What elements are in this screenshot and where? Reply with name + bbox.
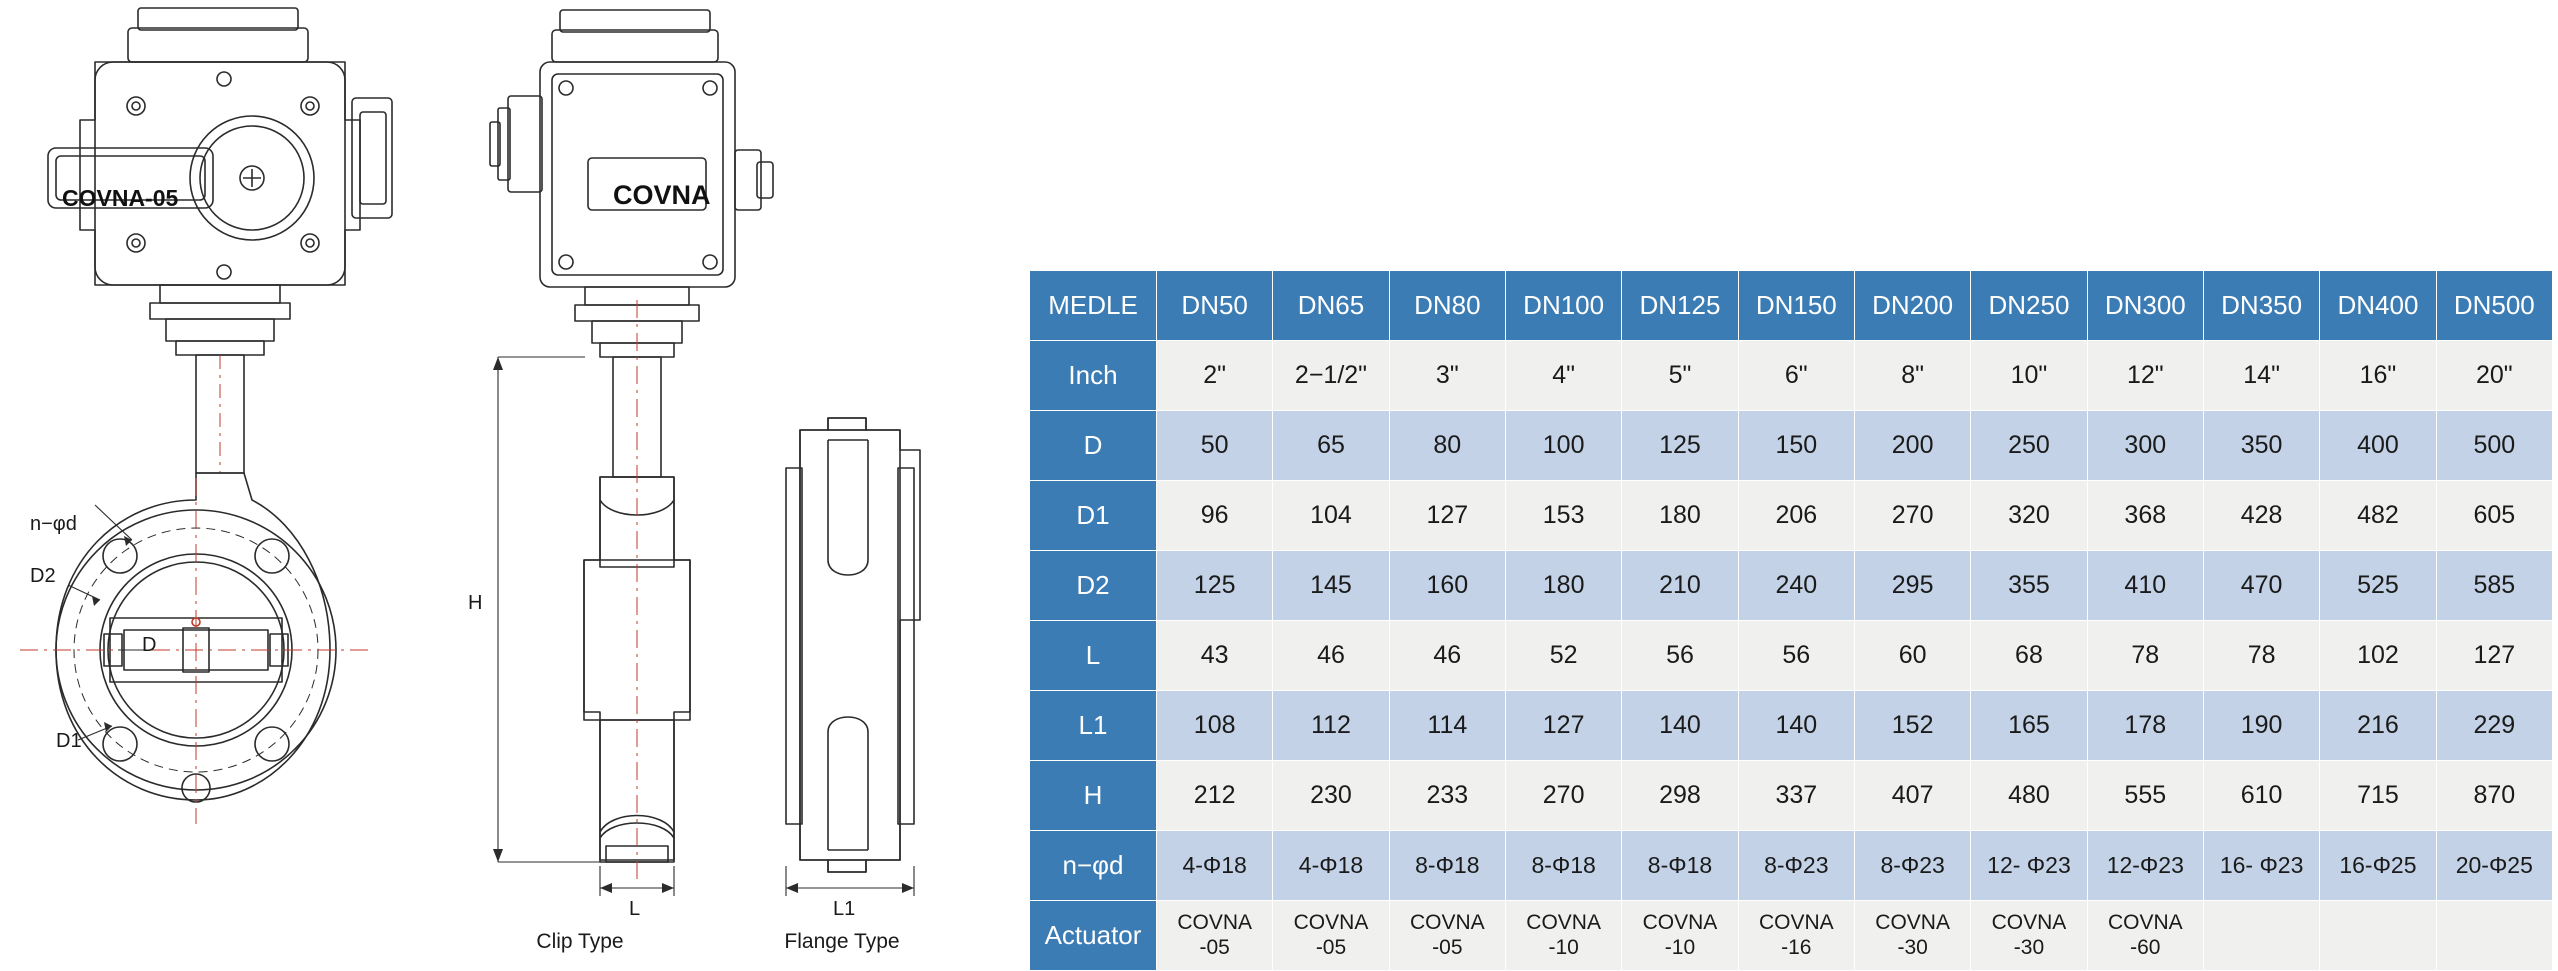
col-header-dn65: DN65 <box>1273 271 1389 341</box>
cell-l-4: 56 <box>1622 621 1738 691</box>
cell-l1-5: 140 <box>1738 691 1854 761</box>
cell-ndd-7: 12- Φ23 <box>1971 831 2087 901</box>
actuator-line-1: COVNA <box>1293 911 1369 935</box>
col-header-dn125: DN125 <box>1622 271 1738 341</box>
row-header-medle: MEDLE <box>1030 271 1157 341</box>
label-D1: D1 <box>56 730 82 752</box>
actuator-line-1: COVNA <box>2107 911 2183 935</box>
cell-l1-1: 112 <box>1273 691 1389 761</box>
actuator-line-1: COVNA <box>1409 911 1485 935</box>
cell-inch-0: 2" <box>1157 341 1273 411</box>
cell-l-11: 127 <box>2436 621 2552 691</box>
flange-type-view <box>786 418 920 872</box>
col-header-dn100: DN100 <box>1505 271 1621 341</box>
cell-d1-4: 180 <box>1622 481 1738 551</box>
table-row-actuator <box>1030 901 2553 971</box>
cell-actuator-3 <box>1505 901 1621 971</box>
cell-d2-2: 160 <box>1389 551 1505 621</box>
cell-h-10: 715 <box>2320 761 2436 831</box>
actuator-line-2: -60 <box>2130 935 2161 959</box>
cell-actuator-10 <box>2320 901 2436 971</box>
cell-actuator-6 <box>1854 901 1970 971</box>
cell-h-8: 555 <box>2087 761 2203 831</box>
label-L1: L1 <box>833 898 856 920</box>
cell-l1-2: 114 <box>1389 691 1505 761</box>
cell-inch-9: 14" <box>2203 341 2319 411</box>
cell-ndd-0: 4-Φ18 <box>1157 831 1273 901</box>
cell-d-2: 80 <box>1389 411 1505 481</box>
cell-d2-7: 355 <box>1971 551 2087 621</box>
cell-h-2: 233 <box>1389 761 1505 831</box>
cell-ndd-1: 4-Φ18 <box>1273 831 1389 901</box>
label-D: D <box>142 634 157 656</box>
table-row-n-phi-d <box>1030 831 2553 901</box>
cell-l-0: 43 <box>1157 621 1273 691</box>
cell-d-7: 250 <box>1971 411 2087 481</box>
cell-d1-11: 605 <box>2436 481 2552 551</box>
table-row-header <box>1030 271 2553 341</box>
cell-ndd-8: 12-Φ23 <box>2087 831 2203 901</box>
cell-l-8: 78 <box>2087 621 2203 691</box>
row-header-inch: Inch <box>1030 341 1157 411</box>
cell-h-6: 407 <box>1854 761 1970 831</box>
cell-actuator-0 <box>1157 901 1273 971</box>
actuator-line-2: -05 <box>1432 935 1463 959</box>
side-view-actuator <box>490 10 773 477</box>
cell-d2-9: 470 <box>2203 551 2319 621</box>
cell-d2-4: 210 <box>1622 551 1738 621</box>
cell-d-11: 500 <box>2436 411 2552 481</box>
actuator-line-2: -16 <box>1781 935 1812 959</box>
cell-d-6: 200 <box>1854 411 1970 481</box>
cell-h-1: 230 <box>1273 761 1389 831</box>
spec-table-wrapper <box>1029 270 2553 971</box>
table-row-l1 <box>1030 691 2553 761</box>
cell-d1-8: 368 <box>2087 481 2203 551</box>
actuator-line-2: -30 <box>2013 935 2045 959</box>
cell-d1-3: 153 <box>1505 481 1621 551</box>
actuator-line-2: -10 <box>1548 935 1579 959</box>
cell-l-6: 60 <box>1854 621 1970 691</box>
actuator-line-2: -10 <box>1664 935 1696 959</box>
label-H: H <box>468 592 483 614</box>
actuator-line-2: -05 <box>1199 935 1230 959</box>
cell-ndd-5: 8-Φ23 <box>1738 831 1854 901</box>
cell-h-0: 212 <box>1157 761 1273 831</box>
cell-h-5: 337 <box>1738 761 1854 831</box>
row-header-h: H <box>1030 761 1157 831</box>
col-header-dn400: DN400 <box>2320 271 2436 341</box>
actuator-line-2: -05 <box>1315 935 1347 959</box>
cell-d1-1: 104 <box>1273 481 1389 551</box>
cell-d-1: 65 <box>1273 411 1389 481</box>
label-L: L <box>629 898 641 920</box>
cell-actuator-1 <box>1273 901 1389 971</box>
cell-d-9: 350 <box>2203 411 2319 481</box>
cell-d2-8: 410 <box>2087 551 2203 621</box>
cell-ndd-3: 8-Φ18 <box>1505 831 1621 901</box>
col-header-dn250: DN250 <box>1971 271 2087 341</box>
cell-l1-3: 127 <box>1505 691 1621 761</box>
cell-d-8: 300 <box>2087 411 2203 481</box>
cell-d1-5: 206 <box>1738 481 1854 551</box>
row-header-d2: D2 <box>1030 551 1157 621</box>
cell-l-5: 56 <box>1738 621 1854 691</box>
cell-actuator-4 <box>1622 901 1738 971</box>
cell-l1-6: 152 <box>1854 691 1970 761</box>
cell-d1-9: 428 <box>2203 481 2319 551</box>
cell-d2-6: 295 <box>1854 551 1970 621</box>
row-header-l: L <box>1030 621 1157 691</box>
col-header-dn150: DN150 <box>1738 271 1854 341</box>
cell-actuator-11 <box>2436 901 2552 971</box>
cell-ndd-4: 8-Φ18 <box>1622 831 1738 901</box>
technical-drawings <box>0 0 1030 971</box>
label-D2: D2 <box>30 565 56 587</box>
cell-d2-10: 525 <box>2320 551 2436 621</box>
row-header-actuator: Actuator <box>1030 901 1157 971</box>
cell-d-5: 150 <box>1738 411 1854 481</box>
table-row-l <box>1030 621 2553 691</box>
col-header-dn50: DN50 <box>1157 271 1273 341</box>
cell-ndd-2: 8-Φ18 <box>1389 831 1505 901</box>
cell-h-7: 480 <box>1971 761 2087 831</box>
cell-actuator-8 <box>2087 901 2203 971</box>
table-row-d2 <box>1030 551 2553 621</box>
valve-drawing-svg <box>0 0 1030 971</box>
cell-actuator-5 <box>1738 901 1854 971</box>
cell-l1-9: 190 <box>2203 691 2319 761</box>
table-row-d <box>1030 411 2553 481</box>
front-view-brand-label: COVNA-05 <box>62 185 179 211</box>
side-view-brand-label: COVNA <box>613 180 711 210</box>
cell-l-10: 102 <box>2320 621 2436 691</box>
actuator-line-2: -30 <box>1897 935 1928 959</box>
cell-d-3: 100 <box>1505 411 1621 481</box>
cell-actuator-7 <box>1971 901 2087 971</box>
cell-l1-7: 165 <box>1971 691 2087 761</box>
cell-l1-8: 178 <box>2087 691 2203 761</box>
dimension-L1 <box>786 866 914 896</box>
cell-inch-3: 4" <box>1505 341 1621 411</box>
cell-h-11: 870 <box>2436 761 2552 831</box>
cell-ndd-6: 8-Φ23 <box>1854 831 1970 901</box>
table-row-d1 <box>1030 481 2553 551</box>
actuator-line-1: COVNA <box>1758 911 1834 935</box>
cell-h-3: 270 <box>1505 761 1621 831</box>
cell-d2-1: 145 <box>1273 551 1389 621</box>
actuator-line-1: COVNA <box>1875 911 1950 935</box>
cell-inch-5: 6" <box>1738 341 1854 411</box>
cell-d-10: 400 <box>2320 411 2436 481</box>
cell-h-4: 298 <box>1622 761 1738 831</box>
cell-inch-1: 2−1/2" <box>1273 341 1389 411</box>
col-header-dn350: DN350 <box>2203 271 2319 341</box>
col-header-dn80: DN80 <box>1389 271 1505 341</box>
side-view-valve-body <box>584 300 690 880</box>
cell-inch-2: 3" <box>1389 341 1505 411</box>
cell-ndd-9: 16- Φ23 <box>2203 831 2319 901</box>
cell-l-2: 46 <box>1389 621 1505 691</box>
cell-inch-8: 12" <box>2087 341 2203 411</box>
cell-d2-3: 180 <box>1505 551 1621 621</box>
row-header-n-phi-d: n−φd <box>1030 831 1157 901</box>
table-row-h <box>1030 761 2553 831</box>
cell-d2-0: 125 <box>1157 551 1273 621</box>
cell-d1-2: 127 <box>1389 481 1505 551</box>
cell-ndd-10: 16-Φ25 <box>2320 831 2436 901</box>
cell-d-0: 50 <box>1157 411 1273 481</box>
cell-d1-7: 320 <box>1971 481 2087 551</box>
cell-inch-6: 8" <box>1854 341 1970 411</box>
actuator-line-1: COVNA <box>1642 911 1718 935</box>
col-header-dn200: DN200 <box>1854 271 1970 341</box>
col-header-dn300: DN300 <box>2087 271 2203 341</box>
cell-l1-0: 108 <box>1157 691 1273 761</box>
cell-d1-6: 270 <box>1854 481 1970 551</box>
cell-d1-10: 482 <box>2320 481 2436 551</box>
cell-l-7: 68 <box>1971 621 2087 691</box>
cell-inch-11: 20" <box>2436 341 2552 411</box>
row-header-d: D <box>1030 411 1157 481</box>
row-header-l1: L1 <box>1030 691 1157 761</box>
cell-h-9: 610 <box>2203 761 2319 831</box>
cell-d-4: 125 <box>1622 411 1738 481</box>
label-n-phi-d: n−φd <box>30 513 77 535</box>
cell-inch-4: 5" <box>1622 341 1738 411</box>
col-header-dn500: DN500 <box>2436 271 2552 341</box>
cell-inch-10: 16" <box>2320 341 2436 411</box>
cell-l1-4: 140 <box>1622 691 1738 761</box>
actuator-line-1: COVNA <box>1526 911 1601 935</box>
spec-table <box>1029 270 2553 971</box>
row-header-d1: D1 <box>1030 481 1157 551</box>
caption-clip-type: Clip Type <box>536 930 624 953</box>
actuator-line-1: COVNA <box>1991 911 2067 935</box>
cell-ndd-11: 20-Φ25 <box>2436 831 2552 901</box>
cell-l-9: 78 <box>2203 621 2319 691</box>
cell-d2-11: 585 <box>2436 551 2552 621</box>
cell-actuator-9 <box>2203 901 2319 971</box>
table-row-inch <box>1030 341 2553 411</box>
cell-l1-11: 229 <box>2436 691 2552 761</box>
cell-l-1: 46 <box>1273 621 1389 691</box>
front-view-actuator <box>48 8 392 473</box>
actuator-line-1: COVNA <box>1177 911 1252 935</box>
cell-d2-5: 240 <box>1738 551 1854 621</box>
cell-l-3: 52 <box>1505 621 1621 691</box>
cell-l1-10: 216 <box>2320 691 2436 761</box>
cell-actuator-2 <box>1389 901 1505 971</box>
cell-d1-0: 96 <box>1157 481 1273 551</box>
caption-flange-type: Flange Type <box>784 930 900 953</box>
cell-inch-7: 10" <box>1971 341 2087 411</box>
